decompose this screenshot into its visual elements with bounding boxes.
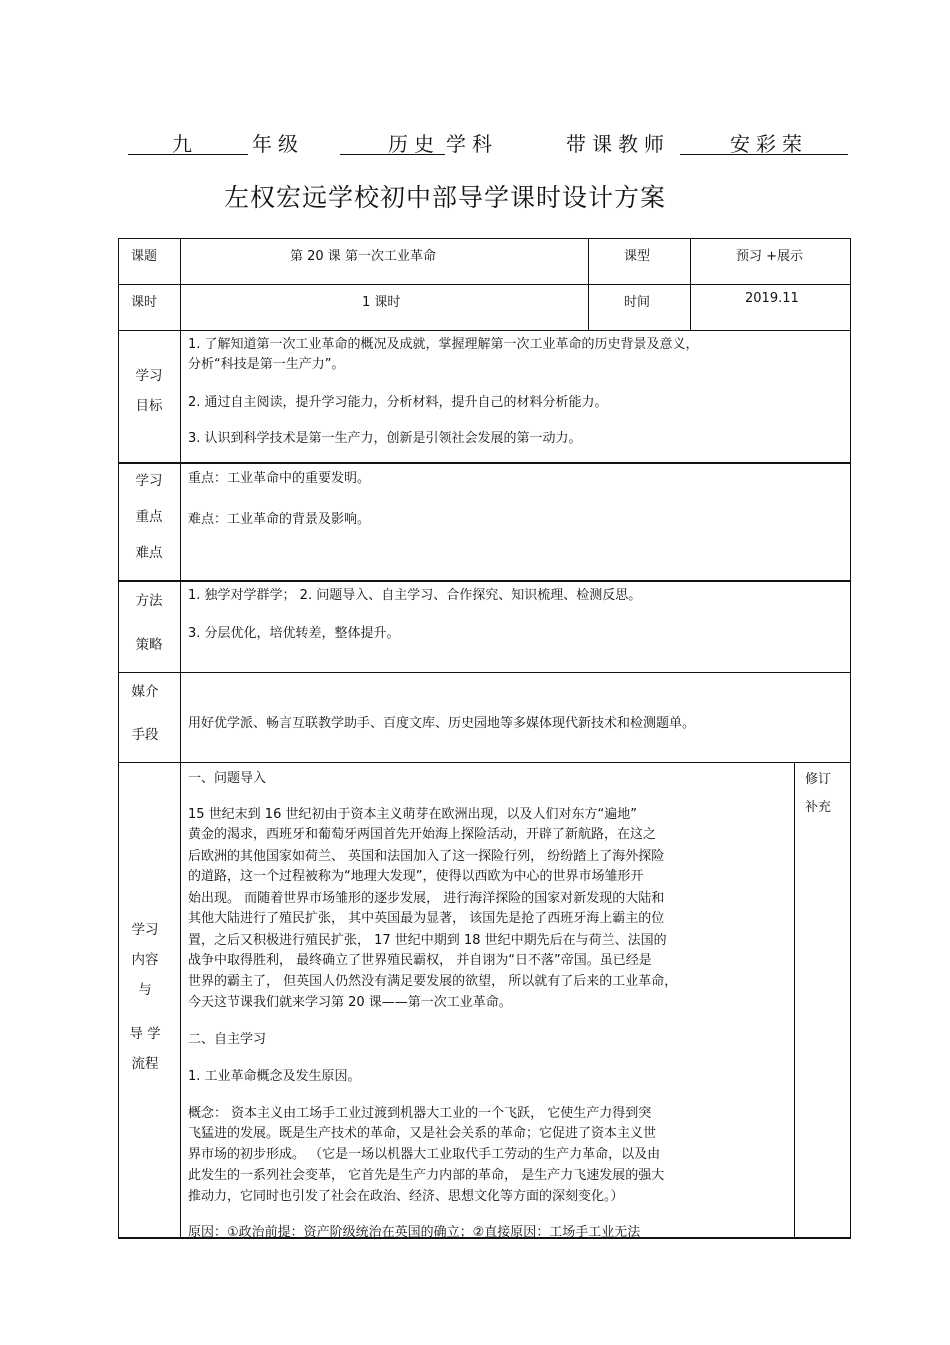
col-line	[118, 238, 119, 1238]
grade-label: 年级	[252, 132, 304, 156]
content-line: 黄金的渴求，西班牙和葡萄牙两国首先开始海上探险活动，开辟了新航路，在这之	[188, 827, 657, 842]
content-line: 始出现。 而随着世界市场雏形的逐步发展， 进行海洋探险的国家对新发现的大陆和	[188, 891, 665, 906]
content-line: 二、自主学习	[188, 1032, 267, 1047]
methods-label-1: 方法	[135, 593, 163, 609]
key-point: 重点：工业革命中的重要发明。	[188, 471, 371, 486]
goal-line: 分析“科技是第一生产力”。	[188, 357, 345, 372]
content-line: 飞猛进的发展。既是生产技术的革命，又是社会关系的革命；它促进了资本主义世	[188, 1126, 657, 1141]
content-line: 概念： 资本主义由工场手工业过渡到机器大工业的一个飞跃， 它使生产力得到突	[188, 1106, 652, 1121]
content-line: 原因：①政治前提：资产阶级统治在英国的确立；②直接原因：工场手工业无法	[188, 1225, 641, 1240]
teacher-underline	[680, 154, 848, 155]
content-line: 后欧洲的其他国家如荷兰、 英国和法国加入了这一探险行列， 纷纷踏上了海外探险	[188, 849, 665, 864]
col-line	[850, 238, 851, 1238]
teacher-label: 带课教师	[566, 132, 670, 156]
media-text: 用好优学派、畅言互联教学助手、百度文库、历史园地等多媒体现代新技术和检测题单。	[188, 716, 696, 731]
content-label-2: 内容	[131, 952, 159, 968]
content-line: 一、问题导入	[188, 771, 267, 786]
content-label-1: 学习	[131, 922, 159, 938]
row-line	[118, 762, 851, 763]
content-line: 此发生的一系列社会变革， 它首先是生产力内部的革命， 是生产力飞速发展的强大	[188, 1168, 665, 1183]
content-label-4: 导 学	[129, 1026, 161, 1042]
row-line	[118, 462, 851, 464]
goal-line: 3. 认识到科学技术是第一生产力，创新是引领社会发展的第一动力。	[188, 431, 582, 446]
row-line	[118, 284, 851, 285]
keypoints-label-1: 学习	[135, 473, 163, 489]
time-label: 时间	[624, 295, 651, 310]
col-line	[180, 238, 181, 1238]
col-line	[588, 238, 589, 330]
col-line	[794, 762, 795, 1238]
difficult-point: 难点：工业革命的背景及影响。	[188, 512, 371, 527]
topic-label: 课题	[131, 249, 158, 264]
content-line: 1. 工业革命概念及发生原因。	[188, 1069, 361, 1084]
content-line: 其他大陆进行了殖民扩张， 其中英国最为显著， 该国先是抢了西班牙海上霸主的位	[188, 911, 665, 926]
method-line: 1. 独学对学群学； 2. 问题导入、自主学习、合作探究、知识梳理、检测反思。	[188, 588, 642, 603]
type-value: 预习 +展示	[736, 249, 804, 264]
media-label-2: 手段	[131, 727, 159, 743]
content-line: 战争中取得胜利， 最终确立了世界殖民霸权， 并自诩为“日不落”帝国。虽已经是	[188, 953, 652, 968]
topic-value: 第 20 课 第一次工业革命	[290, 249, 436, 264]
methods-label-2: 策略	[135, 637, 163, 653]
content-line: 推动力，它同时也引发了社会在政治、经济、思想文化等方面的深刻变化。）	[188, 1189, 624, 1204]
row-line	[118, 672, 851, 673]
row-line	[118, 238, 851, 239]
keypoints-label-3: 难点	[135, 545, 163, 561]
type-label: 课型	[624, 249, 651, 264]
goals-label-1: 学习	[135, 368, 163, 384]
subject-underline	[340, 154, 445, 155]
content-label-5: 流程	[131, 1056, 159, 1072]
method-line: 3. 分层优化，培优转差，整体提升。	[188, 626, 400, 641]
keypoints-label-2: 重点	[135, 509, 163, 525]
grade-underline	[128, 154, 248, 155]
content-line: 今天这节课我们就来学习第 20 课——第一次工业革命。	[188, 995, 512, 1010]
content-label-3: 与	[138, 982, 152, 998]
revision-label-2: 补充	[805, 800, 832, 815]
media-label-1: 媒介	[131, 684, 159, 700]
hours-label: 课时	[131, 295, 158, 310]
subject-value: 历史	[388, 132, 440, 156]
time-value: 2019.11	[745, 291, 799, 306]
col-line	[690, 238, 691, 330]
content-line: 15 世纪末到 16 世纪初由于资本主义萌芽在欧洲出现，以及人们对东方“遍地”	[188, 807, 637, 822]
content-line: 的道路，这一个过程被称为“地理大发现”，使得以西欧为中心的世界市场雏形开	[188, 869, 644, 884]
goal-line: 1. 了解知道第一次工业革命的概况及成就，掌握理解第一次工业革命的历史背景及意义，	[188, 337, 699, 352]
document-title: 左权宏远学校初中部导学课时设计方案	[223, 183, 666, 212]
hours-value: 1 课时	[362, 295, 401, 310]
revision-label-1: 修订	[805, 772, 832, 787]
row-line	[118, 330, 851, 331]
content-line: 世界的霸主了， 但英国人仍然没有满足要发展的欲望， 所以就有了后来的工业革命，	[188, 974, 678, 989]
content-line: 置，之后又积极进行殖民扩张， 17 世纪中期到 18 世纪中期先后在与荷兰、法国的	[188, 933, 667, 948]
goals-label-2: 目标	[135, 398, 163, 414]
grade-value: 九	[172, 132, 198, 156]
content-line: 界市场的初步形成。 （它是一场以机器大工业取代手工劳动的生产力革命，以及由	[188, 1147, 661, 1162]
goal-line: 2. 通过自主阅读，提升学习能力，分析材料，提升自己的材料分析能力。	[188, 395, 608, 410]
teacher-value: 安彩荣	[730, 132, 808, 156]
row-line	[118, 580, 851, 582]
subject-label: 学科	[446, 132, 498, 156]
